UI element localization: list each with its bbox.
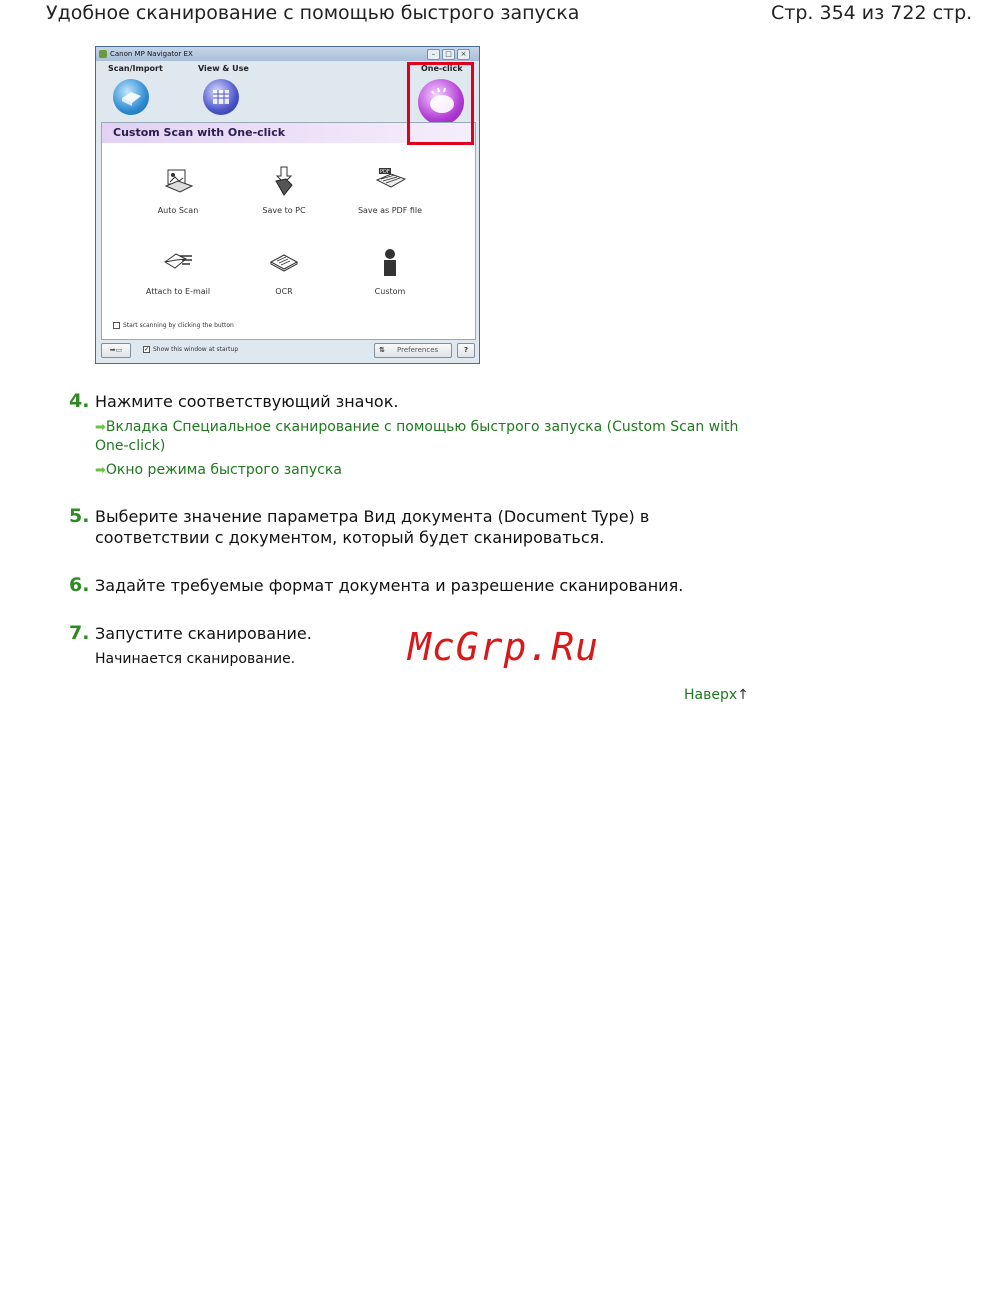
auto-scan-icon [162, 165, 194, 197]
close-icon[interactable]: × [457, 49, 470, 60]
minimize-icon[interactable]: – [427, 49, 440, 60]
panel-title: Custom Scan with One-click [102, 123, 475, 143]
page-counter: Стр. 354 из 722 стр. [771, 2, 973, 24]
save-to-pc-icon [268, 165, 300, 197]
save-as-pdf-label: Save as PDF file [357, 206, 423, 215]
app-window-screenshot [95, 46, 480, 364]
show-window-checkbox[interactable]: ✓ [144, 346, 150, 353]
link-text[interactable]: Вкладка Специальное сканирование с помощью быстрого запуска (Custom Scan with One-click) [95, 419, 739, 454]
step-subtext: Начинается сканирование. [95, 651, 296, 667]
step-text: Задайте требуемые формат документа и разрешение сканирования. [95, 576, 684, 595]
link-custom-scan-tab[interactable] [95, 418, 740, 455]
link-text[interactable]: Окно режима быстрого запуска [105, 462, 342, 478]
ocr-label: OCR [275, 287, 293, 296]
tab-one-click[interactable]: One-click [421, 64, 463, 73]
watermark: McGrp.Ru [408, 625, 600, 669]
save-to-pc-label: Save to PC [262, 206, 306, 215]
save-as-pdf-icon [374, 165, 406, 197]
toggle-view-button[interactable]: ➡▭ [101, 343, 131, 358]
step-text: Выберите значение параметра Вид документа (Document Type) в соответствии с документом, который будет сканироваться. [95, 507, 650, 547]
ocr-icon [268, 246, 300, 278]
window-titlebar [96, 47, 479, 61]
green-arrow-icon: ➡ [95, 420, 106, 435]
attach-email-icon [162, 246, 194, 278]
step-text: Запустите сканирование. [95, 624, 312, 643]
svg-text:PDF: PDF [380, 169, 390, 175]
view-use-icon[interactable] [203, 79, 239, 115]
maximize-icon[interactable]: □ [442, 49, 455, 60]
step-text: Нажмите соответствующий значок. [95, 392, 399, 411]
step-number: 5. [69, 505, 90, 527]
start-scanning-checkbox[interactable] [113, 322, 120, 329]
start-scanning-label: Start scanning by clicking the button [123, 322, 234, 329]
step-number: 4. [69, 390, 90, 412]
preferences-label: Preferences [397, 346, 439, 354]
back-to-top-label[interactable]: Наверх [684, 687, 738, 703]
tab-view-use[interactable]: View & Use [198, 64, 249, 73]
link-one-click-window[interactable] [95, 461, 740, 480]
window-title: Canon MP Navigator EX [110, 50, 193, 58]
show-window-label: Show this window at startup [153, 346, 239, 353]
attach-email-label: Attach to E-mail [145, 287, 211, 296]
preferences-icon: ⇅ [379, 346, 385, 354]
arrow-up-icon: ↑ [737, 687, 749, 703]
custom-label: Custom [374, 287, 406, 296]
custom-icon [374, 246, 406, 278]
one-click-highlight [407, 62, 474, 145]
step-number: 7. [69, 622, 90, 644]
app-logo-icon [99, 50, 107, 58]
tab-scan-import[interactable]: Scan/Import [108, 64, 163, 73]
green-arrow-icon: ➡ [95, 463, 106, 478]
auto-scan-label: Auto Scan [157, 206, 199, 215]
help-button[interactable]: ? [457, 343, 475, 358]
back-to-top-link[interactable] [684, 686, 749, 704]
scan-import-icon[interactable] [113, 79, 149, 115]
custom-scan-panel [101, 122, 476, 340]
preferences-button[interactable] [374, 343, 452, 358]
page-title: Удобное сканирование с помощью быстрого запуска [46, 2, 580, 24]
step-number: 6. [69, 574, 90, 596]
